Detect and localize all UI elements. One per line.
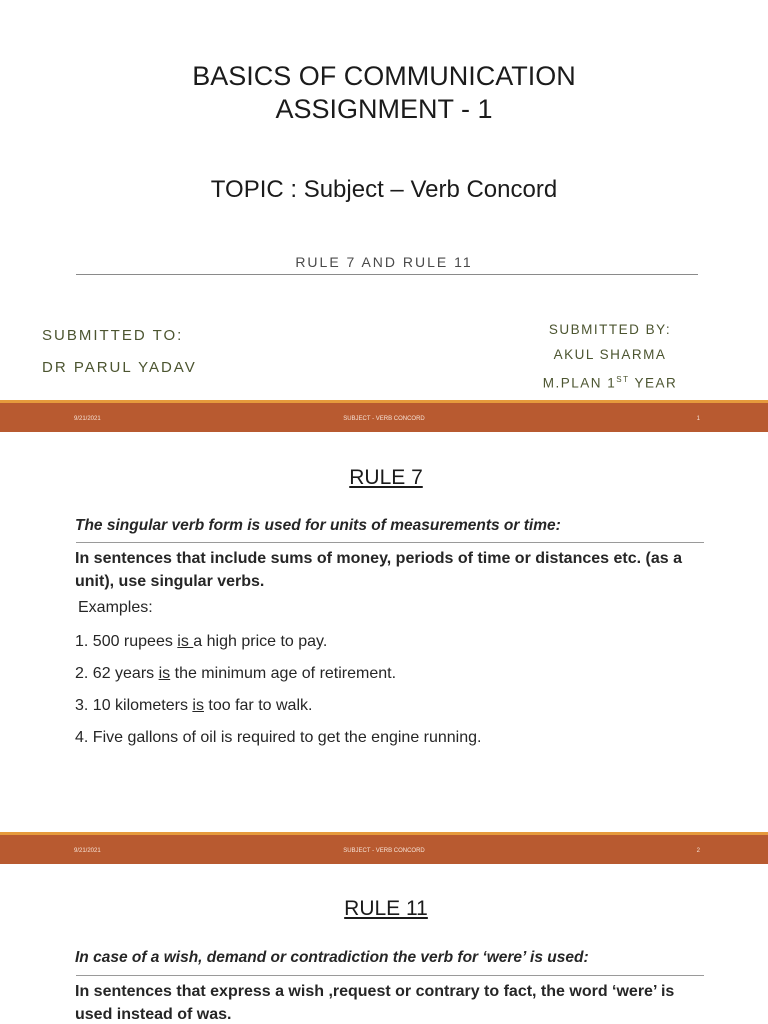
submitted-to-label: SUBMITTED TO:	[42, 327, 184, 344]
example-item	[75, 662, 481, 694]
rule-7-lead: The singular verb form is used for units of measurements or time:	[75, 517, 561, 534]
title-slide	[0, 0, 768, 400]
submitted-to-block	[42, 320, 197, 384]
rule-11-description: In sentences that express a wish ,request or contrary to fact, the word ‘were’ is used instead of was.	[75, 983, 675, 1023]
submitted-by-block	[530, 317, 690, 396]
topic-heading: TOPIC : Subject – Verb Concord	[210, 176, 558, 203]
submitted-by-name: AKUL SHARMA	[553, 347, 667, 362]
example-text: 1. 500 rupees	[75, 633, 178, 650]
footer-title: SUBJECT - VERB CONCORD	[343, 848, 425, 854]
example-text: the minimum age of retirement.	[170, 665, 397, 682]
example-text: 2. 62 years	[75, 665, 159, 682]
course-superscript: ST	[616, 375, 630, 384]
example-item	[75, 630, 481, 662]
rule-7-slide	[0, 432, 768, 832]
example-verb: is	[177, 633, 194, 650]
rule-11-lead: In case of a wish, demand or contradiction the verb for ‘were’ is used:	[75, 949, 589, 966]
presentation-title	[0, 60, 768, 126]
footer-title: SUBJECT - VERB CONCORD	[343, 416, 425, 422]
examples-label: Examples:	[78, 599, 153, 616]
divider	[76, 274, 698, 275]
submitted-to-name: DR PARUL YADAV	[42, 359, 197, 376]
rule-11-slide	[0, 864, 768, 1024]
example-text: 4. Five gallons of oil is required to get the engine running.	[75, 729, 482, 746]
rules-subtitle: RULE 7 AND RULE 11	[295, 254, 473, 270]
footer-page-number: 2	[696, 848, 700, 854]
example-item	[75, 694, 481, 726]
title-line-1: BASICS OF COMMUNICATION	[192, 61, 576, 91]
course-text: M.PLAN 1	[542, 375, 617, 391]
submitted-by-course	[530, 367, 690, 396]
divider	[76, 542, 704, 543]
example-verb: is	[158, 665, 171, 682]
footer-date: 9/21/2021	[74, 848, 101, 854]
submitted-by-label: SUBMITTED BY:	[548, 322, 672, 337]
example-verb: is	[192, 697, 204, 714]
rule-11-heading: RULE 11	[344, 897, 428, 920]
rule-7-description: In sentences that include sums of money, periods of time or distances etc. (as a unit), use singular verbs.	[75, 550, 682, 590]
title-line-2: ASSIGNMENT - 1	[275, 94, 493, 124]
slide-footer-1	[0, 400, 768, 432]
slide-footer-2	[0, 832, 768, 864]
example-item	[75, 726, 481, 758]
example-text: 3. 10 kilometers	[75, 697, 193, 714]
example-text: a high price to pay.	[193, 633, 328, 650]
examples-list	[75, 630, 481, 758]
example-text: too far to walk.	[203, 697, 313, 714]
footer-page-number: 1	[696, 416, 700, 422]
divider	[76, 975, 704, 976]
rule-7-heading: RULE 7	[349, 466, 423, 489]
footer-date: 9/21/2021	[74, 416, 101, 422]
course-tail: YEAR	[629, 375, 678, 391]
